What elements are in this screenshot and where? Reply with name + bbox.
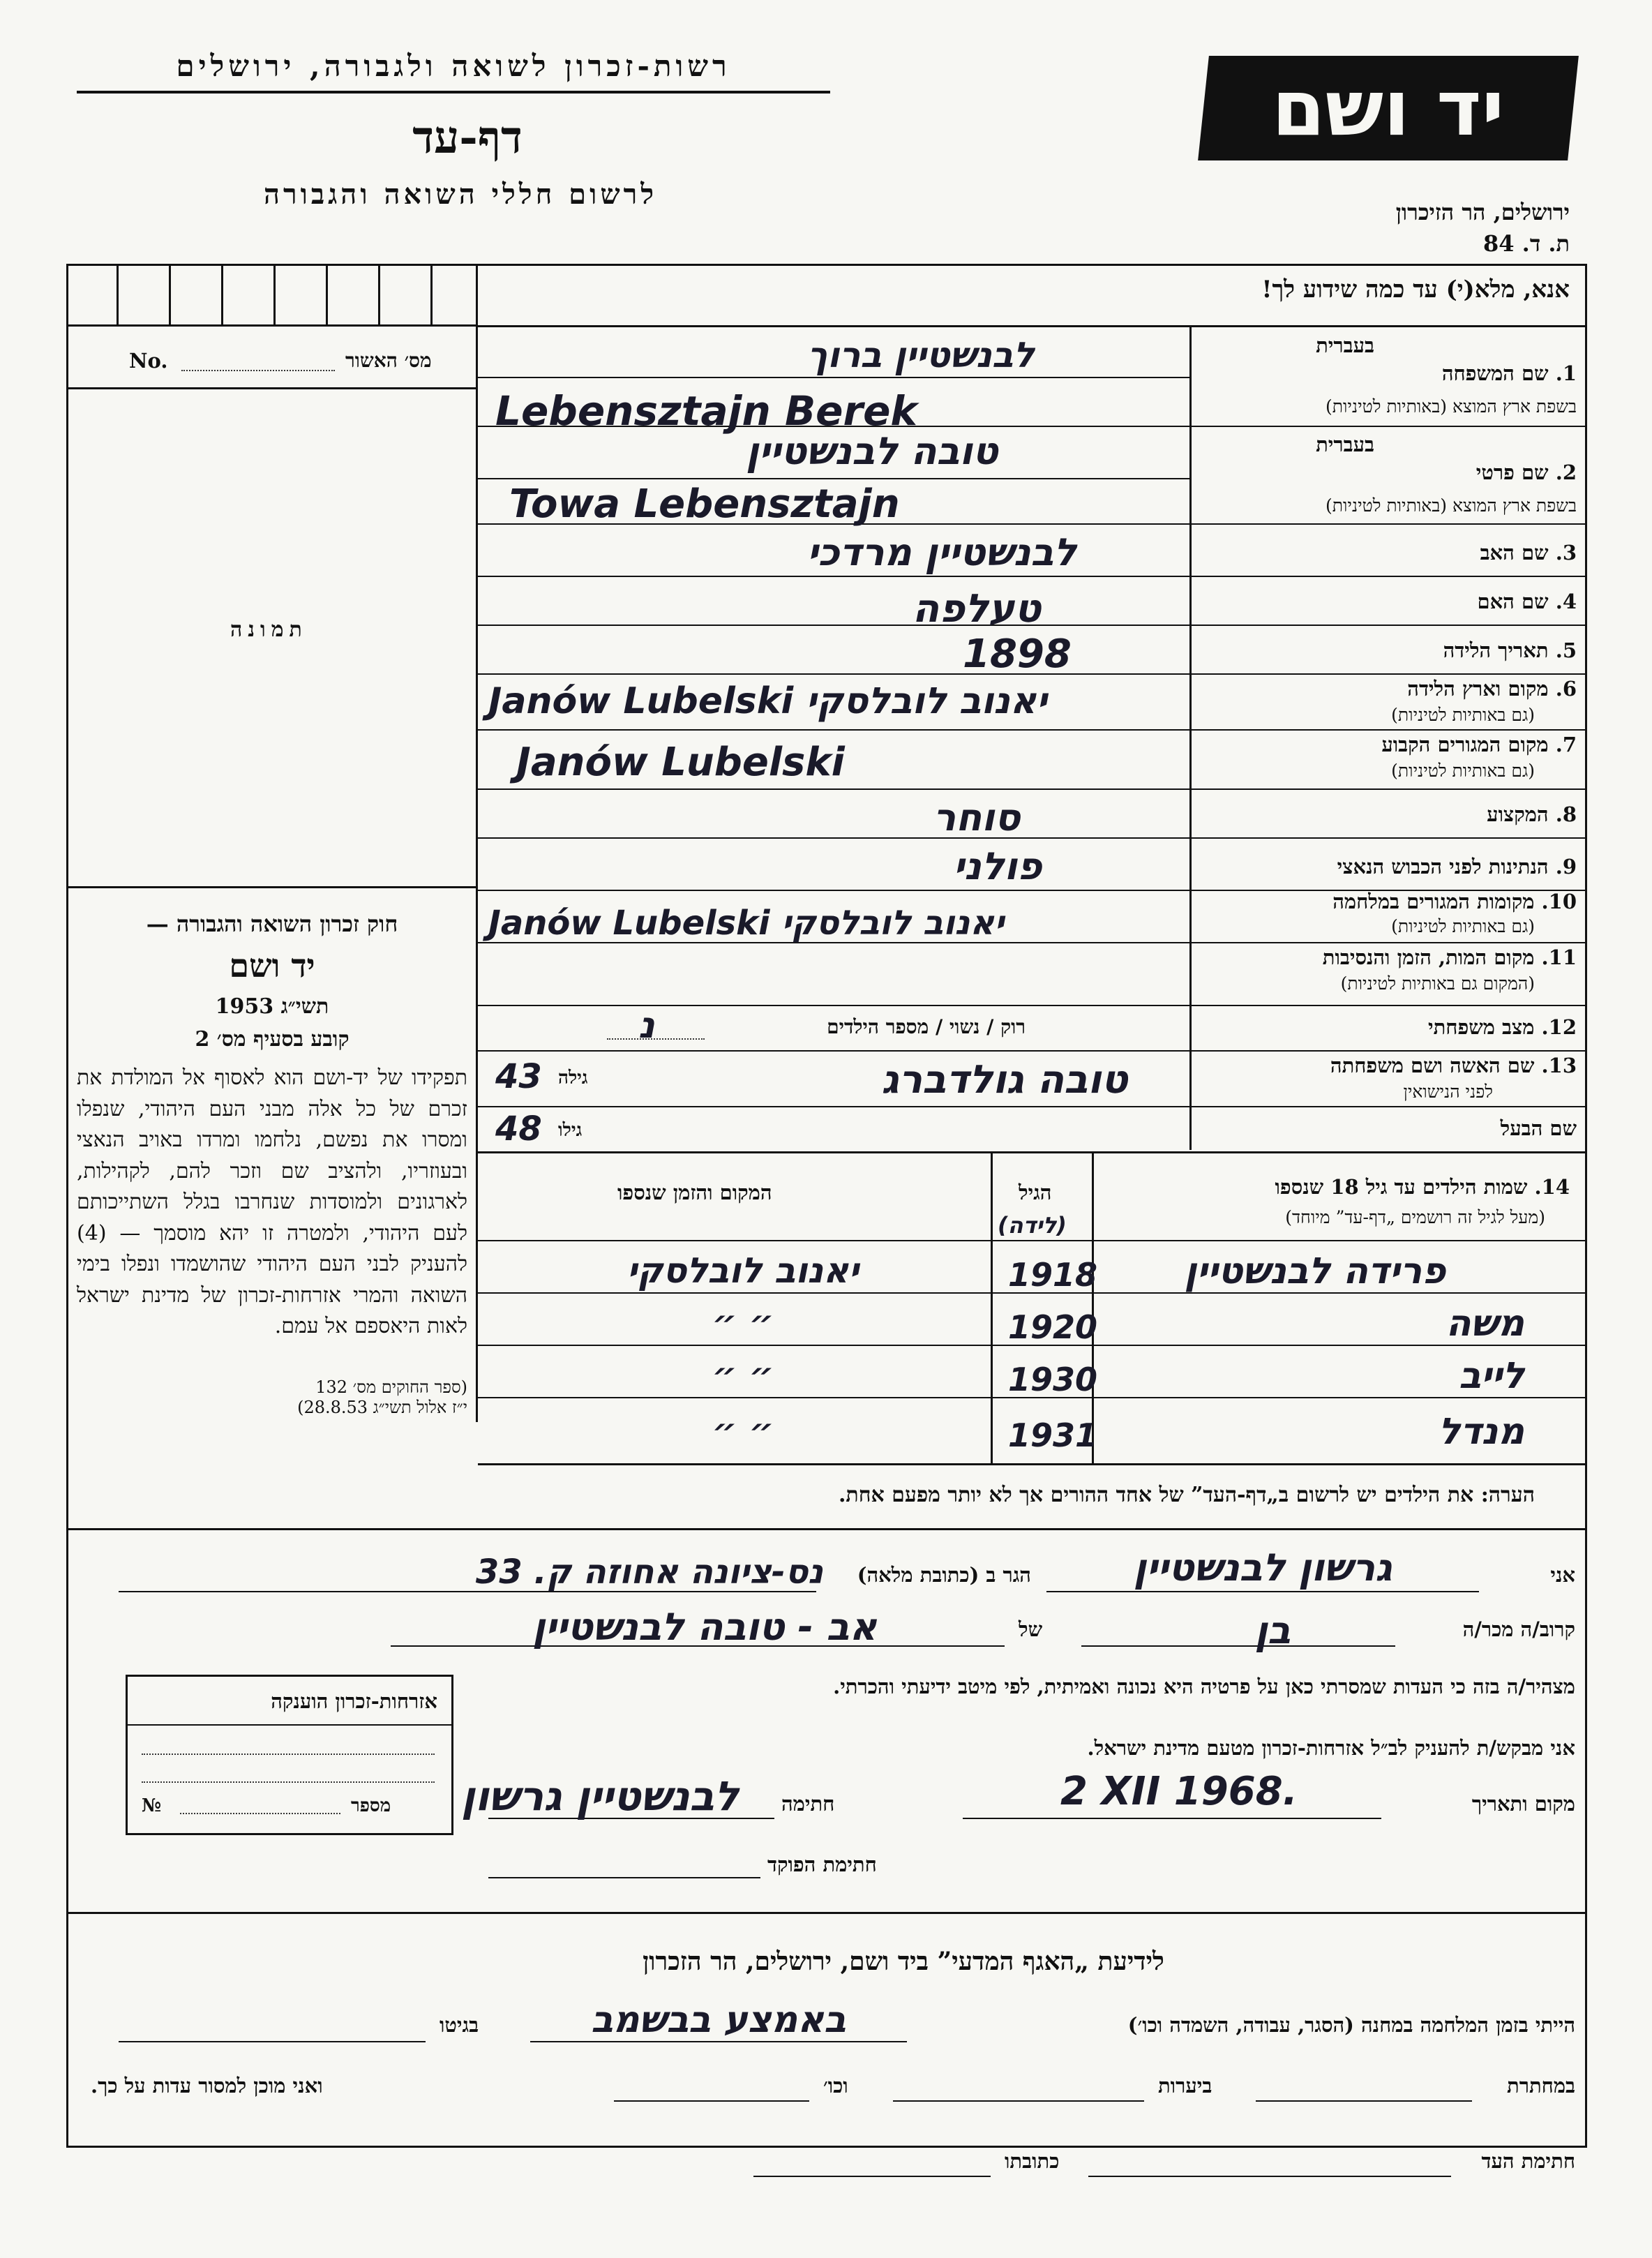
forests-field[interactable] bbox=[893, 2100, 1144, 2102]
witness-signature-field[interactable] bbox=[1088, 2176, 1451, 2177]
bottom-line3-a: חתימת העד bbox=[1481, 2149, 1575, 2173]
yad-vashem-logo bbox=[1198, 56, 1579, 160]
field-6-sub: (גם באותיות לטיניות) bbox=[1391, 705, 1535, 725]
declarant-line bbox=[1046, 1591, 1479, 1592]
citizenship-number-label: מספר bbox=[351, 1795, 391, 1816]
child-4-name[interactable]: מנדל bbox=[1438, 1411, 1524, 1453]
field-2-sub: בשפת ארץ המוצא (באותיות לטיניות) bbox=[1326, 495, 1577, 516]
field-13-value[interactable]: טובה גולדברג bbox=[881, 1057, 1128, 1102]
law-source-1: (ספר החוקים מס׳ 132 bbox=[315, 1377, 467, 1397]
field-13 bbox=[1186, 1054, 1577, 1102]
field-5-num: 5. bbox=[1555, 638, 1577, 662]
field-7-text: מקום המגורים הקבוע bbox=[1381, 733, 1549, 756]
ghetto-field[interactable] bbox=[119, 2041, 426, 2042]
children-header-sub: (מעל לגיל זה רושמים „דף-עד” מיוחד) bbox=[1285, 1207, 1545, 1227]
official-signature-line bbox=[488, 1877, 760, 1878]
field-11-num: 11. bbox=[1541, 945, 1577, 969]
child-1-place[interactable]: יאנוב לובלסקי bbox=[626, 1250, 859, 1291]
wife-age-value[interactable]: 43 bbox=[495, 1057, 542, 1096]
field-2-value-latin[interactable]: Towa Lebensztajn bbox=[509, 481, 900, 527]
field-3-text: שם האב bbox=[1480, 541, 1549, 564]
field-10-label bbox=[1332, 890, 1577, 914]
field-8-label bbox=[1487, 802, 1577, 827]
field-7-num: 7. bbox=[1555, 733, 1577, 756]
field-7-value[interactable]: Janów Lubelski bbox=[516, 740, 845, 785]
field-1-text: שם המשפחה bbox=[1441, 361, 1549, 385]
signature-value[interactable]: לבנשטיין גרשון bbox=[461, 1772, 739, 1820]
field-7 bbox=[1193, 733, 1577, 788]
photo-label: תמונה bbox=[230, 618, 308, 642]
law-year: תשי״ג 1953 bbox=[215, 994, 329, 1019]
field-1-value-he[interactable]: לבנשטיין ברוך bbox=[807, 335, 1035, 375]
field-1-lang: בעברית bbox=[1316, 334, 1374, 357]
field-7-label bbox=[1381, 733, 1577, 757]
form-title: דף-עד bbox=[412, 112, 523, 164]
of-value[interactable]: אב - טובה לבנשטיין bbox=[532, 1605, 877, 1649]
law-source-2: י״ז אלול תשי״ג 28.8.53) bbox=[297, 1397, 467, 1417]
official-signature-label: חתימת הפוקד bbox=[767, 1853, 877, 1876]
children-table bbox=[478, 1153, 1587, 1463]
po-box: ת. ד. 84 bbox=[1483, 230, 1570, 257]
field-6-num: 6. bbox=[1555, 677, 1577, 701]
field-4-num: 4. bbox=[1555, 590, 1577, 613]
field-4-label bbox=[1477, 590, 1577, 614]
residing-label: הגר ב (כתובת מלאה) bbox=[857, 1563, 1031, 1587]
field-3-num: 3. bbox=[1555, 541, 1577, 564]
field-12-num: 12. bbox=[1541, 1015, 1577, 1039]
bottom-line2-c: וכו׳ bbox=[823, 2074, 848, 2098]
field-2 bbox=[1193, 433, 1577, 523]
field-5-value[interactable]: 1898 bbox=[963, 631, 1072, 677]
field-9-num: 9. bbox=[1555, 855, 1577, 878]
child-3-year[interactable]: 1930 bbox=[1008, 1361, 1098, 1398]
child-1-year[interactable]: 1918 bbox=[1008, 1256, 1098, 1294]
child-4-year[interactable]: 1931 bbox=[1008, 1416, 1098, 1454]
approval-no bbox=[129, 349, 464, 377]
note-line bbox=[66, 1528, 1587, 1530]
witness-address-field[interactable] bbox=[753, 2176, 991, 2177]
label-column-divider bbox=[1189, 327, 1192, 1150]
bottom-line2-b: ביערות bbox=[1158, 2074, 1212, 2098]
field-1-sub: בשפת ארץ המוצא (באותיות לטיניות) bbox=[1326, 396, 1577, 417]
children-note: הערה: את הילדים יש לרשום ב„דף-העד” של אחד ההורים אך לא יותר מפעם אחת. bbox=[838, 1483, 1535, 1507]
wife-age-label: גילה bbox=[558, 1068, 588, 1089]
husband-name-label: שם הבעל bbox=[1500, 1116, 1577, 1140]
field-8-text: המקצוע bbox=[1487, 802, 1549, 826]
field-7-sub: (גם באותיות לטיניות) bbox=[1391, 761, 1535, 781]
husband-age-label: גילו bbox=[558, 1120, 583, 1141]
request-text: אני מבקש/ת להעניק לב״ל אזרחות-זכרון מטעם מדינת ישראל. bbox=[1087, 1736, 1575, 1760]
bottom-line1-value[interactable]: באמצע בבשמב bbox=[591, 1999, 846, 2041]
declarant-label: אני bbox=[1550, 1563, 1575, 1587]
field-11-sub: (המקום גם באותיות לטיניות) bbox=[1340, 973, 1535, 994]
instruction-line bbox=[478, 325, 1587, 327]
child-2-year[interactable]: 1920 bbox=[1008, 1308, 1098, 1346]
place-column-header: המקום והזמן שנספו bbox=[617, 1181, 772, 1204]
approval-underline bbox=[66, 387, 476, 389]
field-6-value[interactable]: Janów Lubelski יאנוב לובלסקי bbox=[488, 680, 1048, 722]
declarant-name[interactable]: גרשון לבנשטיין bbox=[1133, 1546, 1392, 1590]
field-12-label bbox=[1428, 1015, 1577, 1040]
field-2-label bbox=[1476, 461, 1577, 485]
bottom-line3-b: כתובתו bbox=[1005, 2149, 1060, 2173]
field-1 bbox=[1193, 334, 1577, 424]
authority-title: רשות-זכרון לשואה ולגבורה, ירושלים bbox=[176, 49, 731, 83]
citizenship-no-label: № bbox=[142, 1795, 162, 1816]
citizenship-box bbox=[126, 1675, 453, 1835]
residing-value[interactable]: נס-ציונה אחוזה ק. 33 bbox=[475, 1553, 823, 1592]
child-2-name[interactable]: משה bbox=[1446, 1303, 1524, 1345]
field-3-value[interactable]: לבנשטיין מרדכי bbox=[806, 530, 1077, 574]
children-count-mark[interactable]: נ bbox=[638, 1005, 655, 1047]
child-3-place[interactable]: ״ ״ bbox=[712, 1355, 774, 1396]
field-13-num: 13. bbox=[1541, 1054, 1577, 1077]
field-11 bbox=[1186, 945, 1577, 1001]
field-2-value-he[interactable]: טובה לבנשטיין bbox=[746, 429, 998, 473]
husband-age-value[interactable]: 48 bbox=[495, 1109, 542, 1149]
age-column-note: (לידה) bbox=[998, 1212, 1067, 1239]
law-title: חוק זכרון השואה והגבורה — bbox=[146, 911, 398, 937]
field-6 bbox=[1193, 677, 1577, 733]
field-12-text: מצב משפחתי bbox=[1428, 1015, 1535, 1039]
bottom-line2-a: במחתרת bbox=[1507, 2074, 1575, 2098]
citizenship-title: אזרחות-זכרון הוענקה bbox=[271, 1689, 437, 1713]
law-text: תפקידו של יד-ושם הוא לאסוף אל המולדת את זכרם של כל אלה מבני העם היהודי, שנפלו ומסרו את נפשם, נלחמו ומרדו באויב הנאצי ובעוזריו, ולהציב שם וזכר להם, לקהילות, לארגונים ולמוסדות שנחרבו בגלל השתייכותם לעם היהודי, ולמטרה זו יהא מוסמך — (4) להעניק לבני העם היהודי שהושמדו ונפלו בימי השואה והמרי אזרחות-זכרון של מדינת ישראל לאות היאספם אל עמם. bbox=[77, 1066, 467, 1338]
authority-underline bbox=[77, 91, 830, 94]
field-13-text: שם האשה ושם משפחתה bbox=[1330, 1054, 1535, 1077]
field-2-text: שם פרטי bbox=[1475, 461, 1549, 484]
field-4-text: שם האם bbox=[1477, 590, 1549, 613]
children-count-field[interactable] bbox=[607, 1038, 705, 1040]
form-subtitle: לרשום חללי השואה והגבורה bbox=[263, 178, 658, 211]
field-11-label bbox=[1323, 945, 1577, 970]
child-1-name[interactable]: פרידה לבנשטיין bbox=[1184, 1250, 1446, 1292]
field-3-label bbox=[1480, 541, 1577, 565]
field-5-label bbox=[1443, 638, 1577, 663]
law-name: יד ושם bbox=[229, 947, 315, 985]
marital-status-options[interactable]: רוק / נשוי / מספר הילדים bbox=[827, 1015, 1026, 1038]
field-11-text: מקום המות, הזמן והנסיבות bbox=[1322, 945, 1535, 969]
law-block bbox=[77, 911, 467, 1418]
field-8-num: 8. bbox=[1555, 802, 1577, 826]
field-9-value[interactable]: פולני bbox=[953, 844, 1042, 888]
relative-label: קרוב/ה מכר/ה bbox=[1462, 1617, 1575, 1641]
field-10-sub: (גם באותיות לטיניות) bbox=[1391, 916, 1535, 936]
bottom-line2-d: ואני מוכן למסור עדות על כך. bbox=[91, 2074, 323, 2098]
child-3-name[interactable]: לייב bbox=[1459, 1355, 1524, 1397]
approval-no-he: מס׳ האשור bbox=[345, 349, 432, 372]
field-5-text: תאריך הלידה bbox=[1443, 638, 1549, 662]
approval-no-field[interactable] bbox=[181, 370, 335, 371]
underground-field[interactable] bbox=[1256, 2100, 1472, 2102]
logo-text: יד ושם bbox=[1272, 63, 1505, 153]
of-label: של bbox=[1019, 1617, 1043, 1641]
declaration-text: מצהיר/ה בזה כי העדות שמסרתי כאן על פרטיה היא נכונה ואמיתית, לפי מיטב ידיעתי והכרתי. bbox=[833, 1675, 1575, 1698]
relative-value[interactable]: בן bbox=[1254, 1608, 1291, 1652]
field-10-value[interactable]: Janów Lubelski יאנוב לובלסקי bbox=[488, 904, 1005, 943]
field-6-label bbox=[1407, 677, 1577, 701]
age-column-header: הגיל bbox=[1019, 1181, 1052, 1204]
field-1-label bbox=[1442, 361, 1577, 386]
field-13-label bbox=[1330, 1054, 1577, 1078]
child-2-place[interactable]: ״ ״ bbox=[712, 1303, 774, 1343]
bottom-line1-field[interactable] bbox=[530, 2041, 907, 2042]
signature-label: חתימה bbox=[781, 1792, 835, 1816]
bottom-line1-a: הייתי בזמן המלחמה במחנה (הסגר, עבודה, השמדה וכו׳) bbox=[1127, 2013, 1575, 2037]
field-9-label bbox=[1337, 855, 1577, 879]
field-12-options bbox=[691, 1015, 1026, 1039]
instruction: אנא, מלא(י) עד כמה שידוע לך! bbox=[1261, 276, 1570, 304]
photo-area-bottom bbox=[66, 886, 476, 888]
field-10-text: מקומות המגורים במלחמה bbox=[1332, 890, 1535, 913]
approval-no-label: No. bbox=[129, 349, 168, 373]
citizenship-number-field[interactable] bbox=[180, 1813, 340, 1814]
field-2-lang: בעברית bbox=[1316, 433, 1374, 456]
field-2-num: 2. bbox=[1555, 461, 1577, 484]
place-date-label: מקום ותאריך bbox=[1471, 1792, 1575, 1816]
children-header-label: 14. שמות הילדים עד גיל 18 שנספו bbox=[1275, 1175, 1570, 1199]
field-10-num: 10. bbox=[1541, 890, 1577, 913]
etc-field[interactable] bbox=[614, 2100, 809, 2102]
bottom-line1-b: בגיטו bbox=[440, 2013, 479, 2037]
field-4-value[interactable]: טעלפה bbox=[912, 586, 1042, 631]
place-date-value[interactable]: 2 XII 1968. bbox=[1060, 1769, 1298, 1814]
field-9-text: הנתינות לפני הכבוש הנאצי bbox=[1337, 855, 1549, 878]
field-1-num: 1. bbox=[1555, 361, 1577, 385]
child-4-place[interactable]: ״ ״ bbox=[712, 1411, 774, 1451]
field-8-value[interactable]: סוחר bbox=[933, 795, 1021, 839]
field-10 bbox=[1193, 890, 1577, 939]
field-6-text: מקום וארץ הלידה bbox=[1407, 677, 1549, 701]
approval-strip bbox=[66, 264, 478, 327]
declaration-bottom-line bbox=[66, 1912, 1587, 1914]
law-clause: קובע בסעיף מס׳ 2 bbox=[195, 1027, 350, 1052]
field-1-value-latin[interactable]: Lebensztajn Berek bbox=[495, 387, 918, 435]
bottom-title: לידיעת „האגף המדעי” ביד ושם, ירושלים, הר הזכרון bbox=[643, 1947, 1164, 1976]
place-date-line bbox=[963, 1818, 1381, 1819]
field-13-sub: לפני הנישואין bbox=[1403, 1082, 1493, 1102]
address: ירושלים, הר הזיכרון bbox=[1395, 199, 1570, 225]
